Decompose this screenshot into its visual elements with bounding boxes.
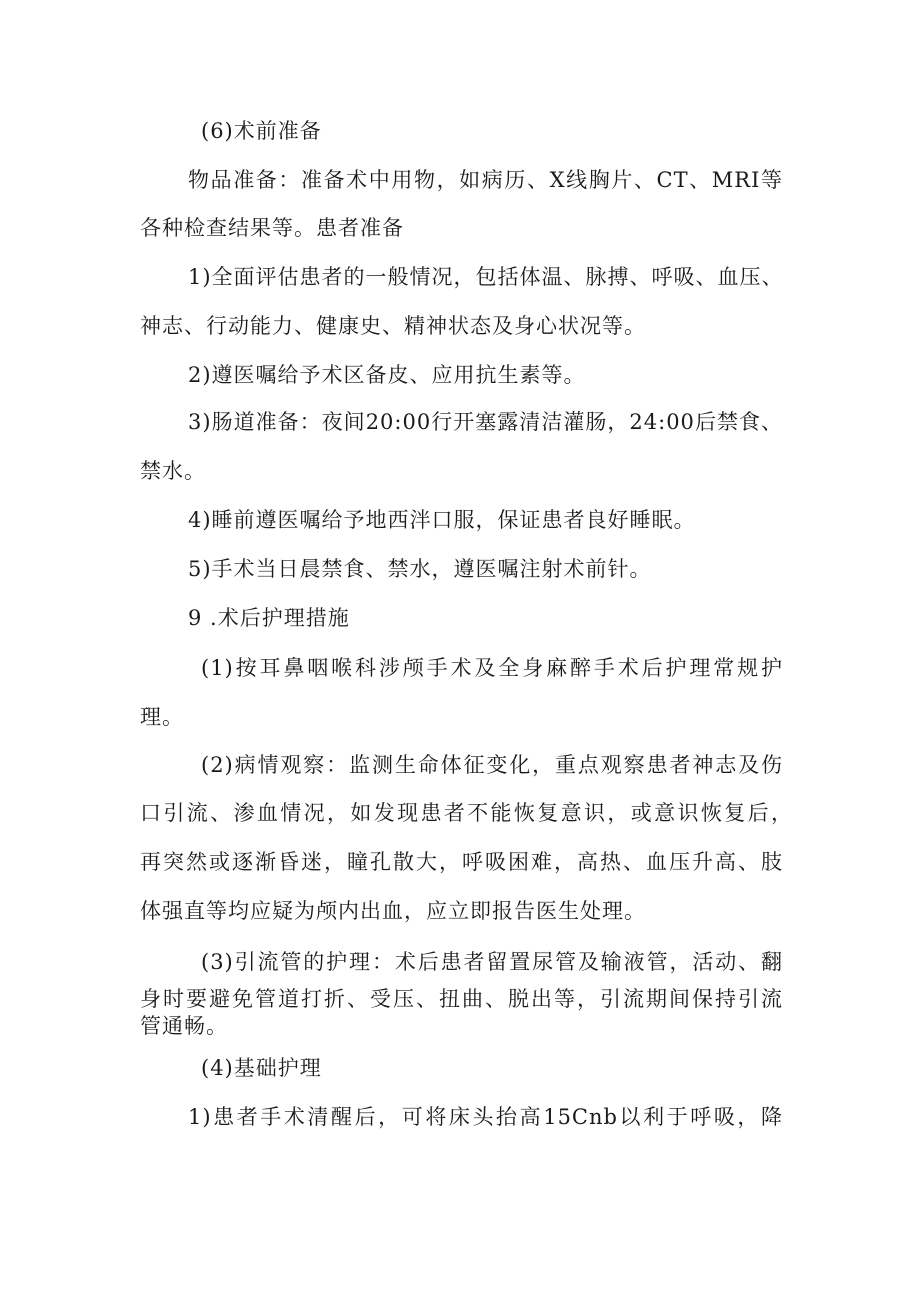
paragraph-line: 3)肠道准备：夜间20:00行开塞露清洁灌肠，24:00后禁食、 — [188, 410, 783, 434]
paragraph-line: (2)病情观察：监测生命体征变化，重点观察患者神志及伤 — [201, 753, 783, 777]
paragraph-line: 再突然或逐渐昏迷，瞳孔散大，呼吸困难，高热、血压升高、肢 — [140, 850, 783, 874]
heading-postop-care: 9 .术后护理措施 — [188, 606, 350, 630]
heading-preop-prep: (6)术前准备 — [201, 119, 322, 143]
paragraph-line: 各种检查结果等。患者准备 — [140, 216, 404, 240]
paragraph-line: 身时要避免管道打折、受压、扭曲、脱出等，引流期间保持引流 — [140, 987, 783, 1011]
paragraph-line: 物品准备：准备术中用物，如病历、X线胸片、CT、MRI等 — [188, 168, 783, 192]
paragraph-line: (3)引流管的护理：术后患者留置尿管及输液管，活动、翻 — [201, 950, 783, 974]
paragraph-line: 1)全面评估患者的一般情况，包括体温、脉搏、呼吸、血压、 — [188, 265, 784, 289]
paragraph-line: (1)按耳鼻咽喉科涉颅手术及全身麻醉手术后护理常规护 — [201, 656, 783, 680]
paragraph-line: 2)遵医嘱给予术区备皮、应用抗生素等。 — [188, 363, 586, 387]
paragraph-line: 禁水。 — [140, 459, 206, 483]
paragraph-line: 4)睡前遵医嘱给予地西泮口服，保证患者良好睡眠。 — [188, 508, 696, 532]
paragraph-line: 1)患者手术清醒后，可将床头抬高15Cnb以利于呼吸，降 — [188, 1105, 783, 1129]
paragraph-line: 体强直等均应疑为颅内出血，应立即报告医生处理。 — [140, 899, 646, 923]
paragraph-line: 口引流、渗血情况，如发现患者不能恢复意识，或意识恢复后， — [140, 801, 793, 825]
paragraph-line: 理。 — [140, 705, 184, 729]
paragraph-line: 神志、行动能力、健康史、精神状态及身心状况等。 — [140, 314, 646, 338]
paragraph-line: 5)手术当日晨禁食、禁水，遵医嘱注射术前针。 — [188, 557, 652, 581]
paragraph-line: 管通畅。 — [140, 1014, 228, 1038]
heading-basic-care: (4)基础护理 — [201, 1056, 322, 1080]
